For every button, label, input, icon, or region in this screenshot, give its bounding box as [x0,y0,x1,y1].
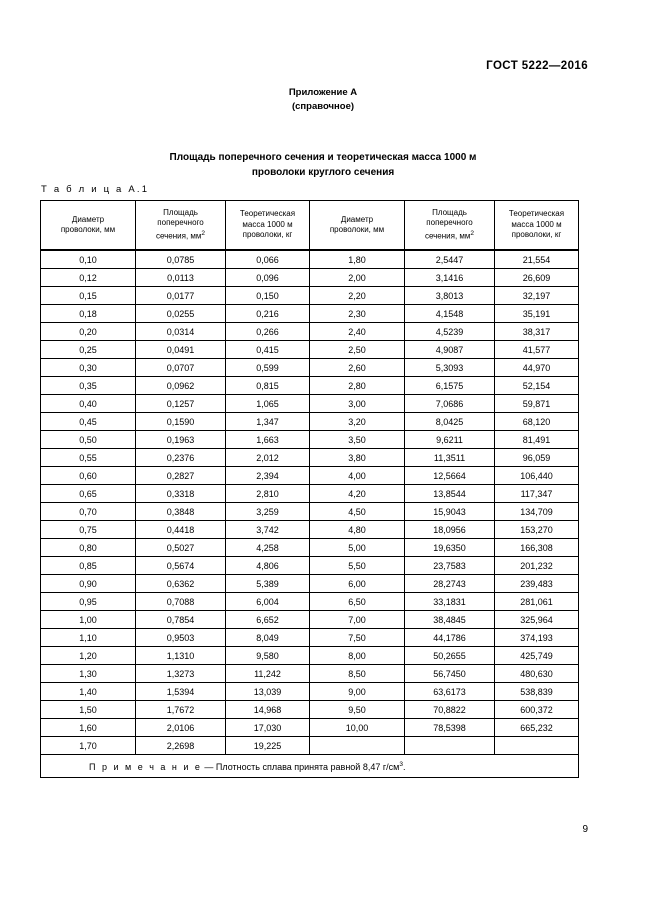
header-diameter-right-l1: Диаметр [340,214,374,224]
cell-diameter-left: 0,50 [41,431,136,449]
header-area-left-l2: поперечного [157,218,204,228]
page-number: 9 [582,824,588,835]
cell-mass-right: 480,630 [495,665,579,683]
cell-mass-right: 600,372 [495,701,579,719]
table-row [41,701,579,719]
cell-area-left: 0,5674 [136,557,226,575]
header-area-left-l1: Площадь [163,207,198,217]
table-row [41,593,579,611]
cell-mass-left: 13,039 [226,683,310,701]
header-area-right-l2: поперечного [426,218,473,228]
cell-area-right [405,737,495,755]
cell-diameter-right: 6,00 [310,575,405,593]
cell-mass-left: 17,030 [226,719,310,737]
cell-area-left: 0,7854 [136,611,226,629]
table-note-row [41,755,579,778]
cell-area-right: 3,1416 [405,269,495,287]
cell-mass-right: 59,871 [495,395,579,413]
appendix-line-2: (справочное) [291,101,355,112]
cell-mass-right: 134,709 [495,503,579,521]
cell-mass-left: 8,049 [226,629,310,647]
cell-area-left: 2,2698 [136,737,226,755]
cell-area-left: 0,0255 [136,305,226,323]
cell-diameter-right: 10,00 [310,719,405,737]
cell-diameter-right: 8,50 [310,665,405,683]
cell-diameter-right: 2,80 [310,377,405,395]
table-row [41,431,579,449]
header-mass-right-l3: проволоки, кг [511,230,562,240]
cell-mass-right: 52,154 [495,377,579,395]
cell-area-left: 0,3318 [136,485,226,503]
header-mass-right [495,201,579,251]
cell-mass-right: 106,440 [495,467,579,485]
cell-mass-right: 21,554 [495,250,579,269]
cell-area-left: 1,7672 [136,701,226,719]
header-mass-left-l3: проволоки, кг [242,230,293,240]
cell-diameter-right: 2,00 [310,269,405,287]
cell-mass-left: 3,742 [226,521,310,539]
page-title [70,150,576,180]
header-diameter-right-l2: проволоки, мм [329,225,385,234]
cell-mass-left: 0,216 [226,305,310,323]
cell-diameter-right: 2,30 [310,305,405,323]
cell-area-right: 28,2743 [405,575,495,593]
cell-area-right: 50,2655 [405,647,495,665]
table-row [41,629,579,647]
cell-area-right: 56,7450 [405,665,495,683]
cell-mass-left: 0,415 [226,341,310,359]
cell-diameter-left: 1,00 [41,611,136,629]
cell-area-right: 11,3511 [405,449,495,467]
cell-area-left: 0,2376 [136,449,226,467]
cell-mass-left: 0,096 [226,269,310,287]
table-row [41,305,579,323]
note-label: П р и м е ч а н и е [89,761,202,772]
cell-mass-left: 0,150 [226,287,310,305]
cell-diameter-left: 0,20 [41,323,136,341]
cell-area-left: 0,2827 [136,467,226,485]
page-title-line-1: Площадь поперечного сечения и теоретическая масса 1000 м [169,152,477,163]
cell-diameter-right [310,737,405,755]
cell-diameter-right: 4,80 [310,521,405,539]
cell-mass-left: 4,806 [226,557,310,575]
header-mass-left-l2: масса 1000 м [242,219,293,229]
cell-area-left: 0,0491 [136,341,226,359]
header-diameter-left-l1: Диаметр [71,214,105,224]
cell-diameter-right: 2,50 [310,341,405,359]
cell-diameter-left: 1,70 [41,737,136,755]
cell-mass-left: 0,815 [226,377,310,395]
cell-mass-right: 41,577 [495,341,579,359]
table-row [41,449,579,467]
header-area-left-sup: 2 [201,229,206,237]
cell-area-right: 9,6211 [405,431,495,449]
cell-area-left: 0,4418 [136,521,226,539]
cell-mass-right: 153,270 [495,521,579,539]
table-row [41,341,579,359]
cell-area-left: 2,0106 [136,719,226,737]
cell-diameter-right: 5,50 [310,557,405,575]
table-label: Т а б л и ц а А.1 [41,184,150,195]
cell-area-right: 23,7583 [405,557,495,575]
cell-diameter-left: 0,55 [41,449,136,467]
cell-area-right: 33,1831 [405,593,495,611]
cell-diameter-left: 0,40 [41,395,136,413]
table-row [41,323,579,341]
cell-area-left: 0,0113 [136,269,226,287]
table-row [41,503,579,521]
cell-diameter-right: 6,50 [310,593,405,611]
table-body [41,250,579,755]
cell-mass-left: 9,580 [226,647,310,665]
cell-mass-right: 281,061 [495,593,579,611]
cell-diameter-right: 4,00 [310,467,405,485]
cell-diameter-left: 0,80 [41,539,136,557]
header-area-left [136,201,226,251]
table-note-cell [41,755,579,778]
cell-mass-right: 26,609 [495,269,579,287]
table-row [41,485,579,503]
table-header-row [41,201,579,251]
cell-mass-right: 201,232 [495,557,579,575]
cell-mass-left: 2,394 [226,467,310,485]
cell-mass-right: 81,491 [495,431,579,449]
cell-area-right: 38,4845 [405,611,495,629]
cell-area-left: 0,0707 [136,359,226,377]
cell-mass-right: 239,483 [495,575,579,593]
cell-area-right: 63,6173 [405,683,495,701]
cell-diameter-left: 1,20 [41,647,136,665]
cell-mass-right: 35,191 [495,305,579,323]
cell-area-right: 19,6350 [405,539,495,557]
cell-mass-left: 5,389 [226,575,310,593]
cell-diameter-left: 0,45 [41,413,136,431]
header-diameter-left-l2: проволоки, мм [60,225,116,234]
cell-area-left: 0,0314 [136,323,226,341]
cell-area-left: 0,9503 [136,629,226,647]
cell-diameter-right: 3,00 [310,395,405,413]
cell-diameter-left: 0,85 [41,557,136,575]
cell-area-left: 0,0962 [136,377,226,395]
cell-diameter-left: 1,60 [41,719,136,737]
cell-diameter-left: 1,30 [41,665,136,683]
cell-area-left: 0,7088 [136,593,226,611]
cell-area-left: 0,6362 [136,575,226,593]
cell-area-right: 5,3093 [405,359,495,377]
cell-mass-right: 117,347 [495,485,579,503]
cell-area-left: 0,1257 [136,395,226,413]
cell-diameter-right: 3,50 [310,431,405,449]
cell-diameter-left: 0,10 [41,250,136,269]
cell-area-right: 6,1575 [405,377,495,395]
header-diameter-right [310,201,405,251]
table-head [41,201,579,251]
cell-area-left: 0,3848 [136,503,226,521]
header-area-right-sup: 2 [470,229,475,237]
cell-diameter-right: 7,00 [310,611,405,629]
cell-diameter-left: 0,15 [41,287,136,305]
cell-diameter-right: 2,40 [310,323,405,341]
cell-mass-left: 4,258 [226,539,310,557]
cell-diameter-right: 3,20 [310,413,405,431]
cell-diameter-left: 1,50 [41,701,136,719]
cell-diameter-right: 4,20 [310,485,405,503]
cell-diameter-right: 4,50 [310,503,405,521]
table-row [41,413,579,431]
cell-mass-right: 374,193 [495,629,579,647]
cell-area-right: 4,5239 [405,323,495,341]
note-text: — Плотность сплава принята равной 8,47 г/см [201,761,400,772]
cell-area-left: 0,0785 [136,250,226,269]
cell-diameter-left: 0,30 [41,359,136,377]
cell-diameter-left: 0,65 [41,485,136,503]
header-mass-right-l1: Теоретическая [508,209,565,219]
cell-mass-right: 425,749 [495,647,579,665]
cell-area-right: 44,1786 [405,629,495,647]
table-row [41,250,579,269]
table-foot [41,755,579,778]
header-mass-left-l1: Теоретическая [239,209,296,219]
cell-area-right: 18,0956 [405,521,495,539]
table-row [41,377,579,395]
cell-area-right: 15,9043 [405,503,495,521]
header-mass-left [226,201,310,251]
cell-area-right: 4,1548 [405,305,495,323]
table-row [41,611,579,629]
cell-area-right: 8,0425 [405,413,495,431]
table-row [41,467,579,485]
cell-mass-right [495,737,579,755]
table-row [41,575,579,593]
table-row [41,683,579,701]
cell-diameter-left: 0,90 [41,575,136,593]
cell-area-right: 4,9087 [405,341,495,359]
cell-mass-right: 166,308 [495,539,579,557]
cell-diameter-left: 0,18 [41,305,136,323]
appendix-line-1: Приложение А [288,87,358,98]
cell-diameter-right: 2,20 [310,287,405,305]
table-row [41,521,579,539]
cell-area-right: 7,0686 [405,395,495,413]
cell-diameter-right: 5,00 [310,539,405,557]
table-row [41,359,579,377]
cell-mass-right: 32,197 [495,287,579,305]
table-row [41,647,579,665]
appendix-caption [0,86,646,114]
cell-mass-right: 38,317 [495,323,579,341]
cell-mass-left: 6,004 [226,593,310,611]
cell-area-left: 0,1590 [136,413,226,431]
cell-area-left: 1,5394 [136,683,226,701]
cell-area-right: 2,5447 [405,250,495,269]
cell-mass-right: 538,839 [495,683,579,701]
table-row [41,269,579,287]
header-area-left-l3: сечения, мм [155,231,202,241]
cell-diameter-left: 1,10 [41,629,136,647]
header-area-right-l3: сечения, мм [424,231,471,241]
table-row [41,287,579,305]
header-diameter-left [41,201,136,251]
cell-diameter-left: 0,25 [41,341,136,359]
cell-mass-left: 0,066 [226,250,310,269]
table-row [41,665,579,683]
cell-mass-left: 0,599 [226,359,310,377]
page-title-line-2: проволоки круглого сечения [251,167,395,178]
cell-mass-right: 665,232 [495,719,579,737]
cell-diameter-left: 0,75 [41,521,136,539]
table-row [41,737,579,755]
cell-diameter-left: 0,95 [41,593,136,611]
cell-diameter-left: 0,60 [41,467,136,485]
cell-mass-left: 1,347 [226,413,310,431]
header-area-right [405,201,495,251]
cell-area-left: 1,1310 [136,647,226,665]
cell-mass-left: 6,652 [226,611,310,629]
table-row [41,395,579,413]
table-row [41,719,579,737]
cell-mass-left: 0,266 [226,323,310,341]
cell-diameter-right: 8,00 [310,647,405,665]
cell-mass-right: 68,120 [495,413,579,431]
cell-area-right: 3,8013 [405,287,495,305]
cell-area-right: 13,8544 [405,485,495,503]
cell-mass-right: 44,970 [495,359,579,377]
cell-diameter-right: 1,80 [310,250,405,269]
cell-area-left: 0,5027 [136,539,226,557]
header-area-right-l1: Площадь [432,207,467,217]
cell-mass-right: 96,059 [495,449,579,467]
cell-mass-left: 2,810 [226,485,310,503]
cell-mass-left: 1,663 [226,431,310,449]
table-row [41,557,579,575]
cell-diameter-right: 9,50 [310,701,405,719]
cell-mass-left: 19,225 [226,737,310,755]
cell-area-right: 70,8822 [405,701,495,719]
standard-header: ГОСТ 5222—2016 [486,60,588,72]
cell-diameter-left: 0,70 [41,503,136,521]
header-mass-right-l2: масса 1000 м [511,219,562,229]
cell-mass-left: 11,242 [226,665,310,683]
cell-area-left: 0,1963 [136,431,226,449]
cell-diameter-right: 7,50 [310,629,405,647]
cell-diameter-left: 0,35 [41,377,136,395]
cell-mass-right: 325,964 [495,611,579,629]
table-container [40,200,578,778]
cell-mass-left: 14,968 [226,701,310,719]
cell-diameter-left: 1,40 [41,683,136,701]
cell-diameter-right: 2,60 [310,359,405,377]
cell-mass-left: 1,065 [226,395,310,413]
table-row [41,539,579,557]
cell-area-left: 1,3273 [136,665,226,683]
cell-mass-left: 3,259 [226,503,310,521]
note-tail: . [402,761,406,772]
cell-diameter-right: 9,00 [310,683,405,701]
cell-area-right: 12,5664 [405,467,495,485]
cell-mass-left: 2,012 [226,449,310,467]
cell-diameter-right: 3,80 [310,449,405,467]
note-sup: 3 [399,760,403,768]
cell-area-right: 78,5398 [405,719,495,737]
cell-diameter-left: 0,12 [41,269,136,287]
wire-cross-section-table [40,200,579,778]
cell-area-left: 0,0177 [136,287,226,305]
